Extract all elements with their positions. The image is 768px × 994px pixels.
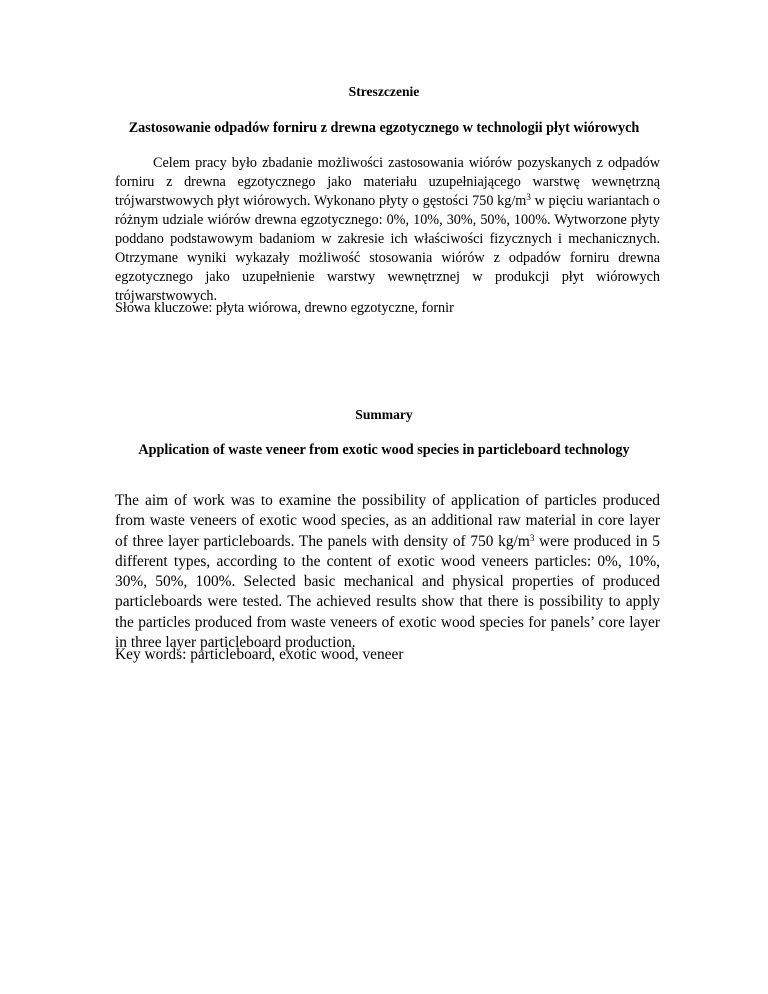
english-abstract-text-start: The aim of work was to examine the possibility of application of particles produced from waste veneers of exotic wood species, as an additional raw material in core layer of three layer particleboards. The panels with density of 750 kg/m [115,492,660,550]
english-keywords: Key words: particleboard, exotic wood, veneer [115,646,404,663]
polish-article-title: Zastosowanie odpadów forniru z drewna egzotycznego w technologii płyt wiórowych [128,120,640,136]
polish-abstract-text-start: Celem pracy było zbadanie możliwości zastosowania wiórów pozyskanych z odpadów forniru z drewna egzotycznego jako materiału uzupełniającego warstwę wewnętrzną trójwarstwowych płyt wiórowych. Wykonano płyty o gęstości 750 kg/m [115,155,660,209]
english-section-title: Summary [355,407,413,422]
english-abstract-text-end: were produced in 5 different types, according to the content of exotic wood veneers particles: 0%, 10%, 30%, 50%, 100%. Selected basic mechanical and physical properties of produced particleboards were tested. The achieved results show that there is possibility to apply the particles produced from waste veneers of exotic wood species for panels’ core layer in three layer particleboard production. [115,532,660,652]
polish-abstract [115,154,660,306]
polish-abstract-superscript: 3 [526,192,531,202]
polish-section-title: Streszczenie [348,84,420,99]
english-abstract [115,491,660,653]
polish-keywords: Słowa kluczowe: płyta wiórowa, drewno egzotyczne, fornir [115,300,454,316]
english-article-title: Application of waste veneer from exotic wood species in particleboard technology [138,442,630,458]
english-abstract-superscript: 3 [529,532,535,543]
polish-abstract-text-end: w pięciu wariantach o różnym udziale wiórów drewna egzotycznego: 0%, 10%, 30%, 50%, 100%. Wytworzone płyty poddano podstawowym badaniom w zakresie ich właściwości fizycznych i mechanicznych. Otrzymane wyniki wykazały możliwość stosowania wiórów z odpadów forniru drewna egzotycznego jako uzupełnienie warstwy wewnętrznej w produkcji płyt wiórowych trójwarstwowych. [115,193,660,304]
